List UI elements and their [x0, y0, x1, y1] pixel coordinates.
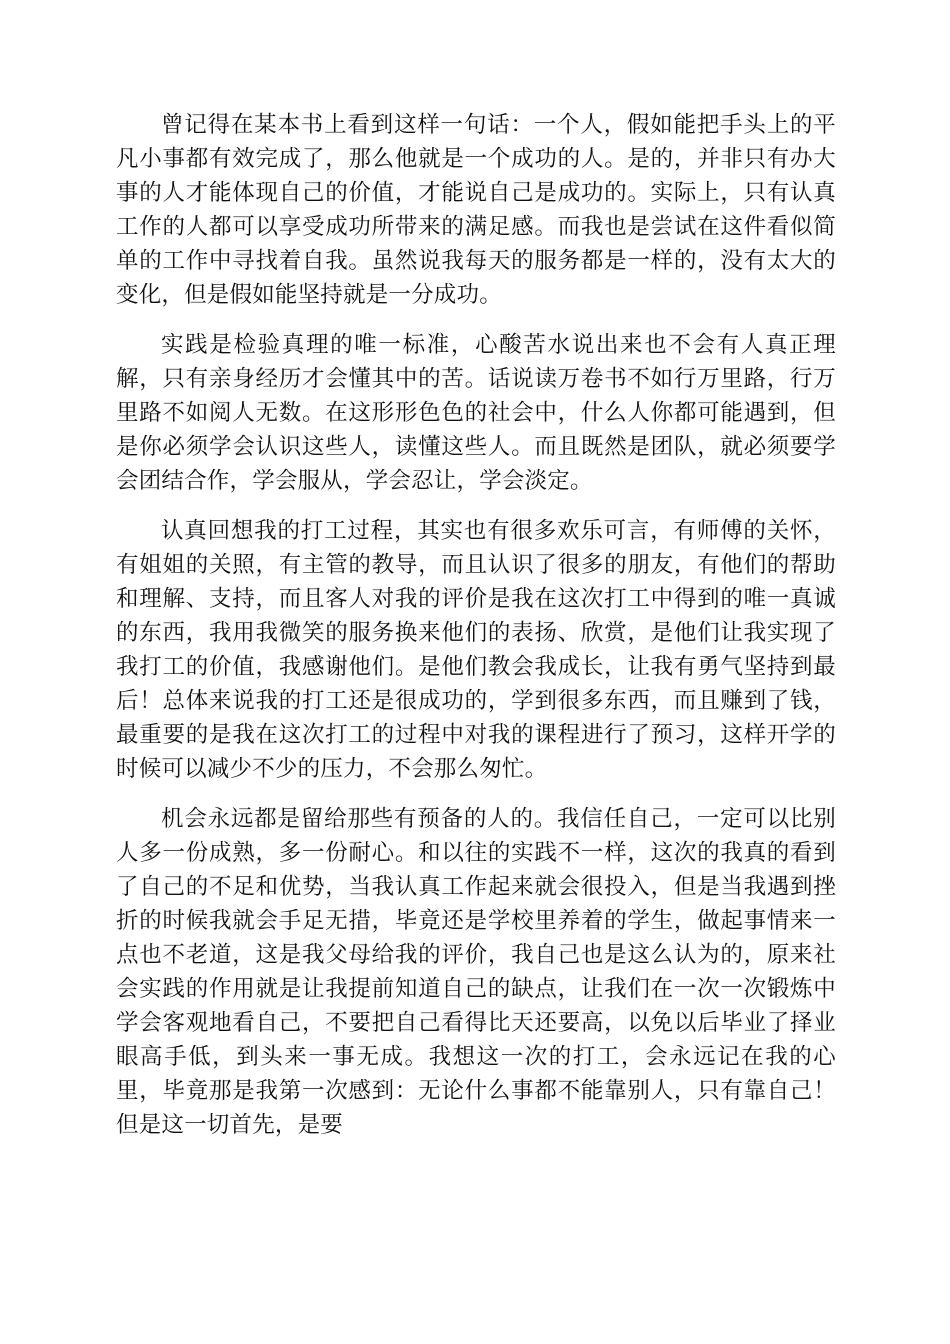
document-page: [116, 108, 836, 1142]
paragraph-3: 认真回想我的打工过程，其实也有很多欢乐可言，有师傅的关怀，有姐姐的关照，有主管的教导，而且认识了很多的朋友，有他们的帮助和理解、支持，而且客人对我的评价是我在这次打工中得到的唯一真诚的东西，我用我微笑的服务换来他们的表扬、欣赏，是他们让我实现了我打工的价值，我感谢他们。是他们教会我成长，让我有勇气坚持到最后！总体来说我的打工还是很成功的，学到很多东西，而且赚到了钱，最重要的是我在这次打工的过程中对我的课程进行了预习，这样开学的时候可以减少不少的压力，不会那么匆忙。: [116, 518, 836, 782]
paragraph-2: 实践是检验真理的唯一标准，心酸苦水说出来也不会有人真正理解，只有亲身经历才会懂其中的苦。话说读万卷书不如行万里路，行万里路不如阅人无数。在这形形色色的社会中，什么人你都可能遇到，但是你必须学会认识这些人，读懂这些人。而且既然是团队，就必须要学会团结合作，学会服从，学会忍让，学会淡定。: [116, 332, 836, 494]
paragraph-4: 机会永远都是留给那些有预备的人的。我信任自己，一定可以比别人多一份成熟，多一份耐心。和以往的实践不一样，这次的我真的看到了自己的不足和优势，当我认真工作起来就会很投入，但是当我遇到挫折的时候我就会手足无措，毕竟还是学校里养着的学生，做起事情来一点也不老道，这是我父母给我的评价，我自己也是这么认为的，原来社会实践的作用就是让我提前知道自己的缺点，让我们在一次一次锻炼中学会客观地看自己，不要把自己看得比天还要高，以免以后毕业了择业眼高手低，到头来一事无成。我想这一次的打工，会永远记在我的心里，毕竟那是我第一次感到：无论什么事都不能靠别人，只有靠自己！但是这一切首先，是要: [116, 806, 836, 1138]
paragraph-1: 曾记得在某本书上看到这样一句话：一个人，假如能把手头上的平凡小事都有效完成了，那么他就是一个成功的人。是的，并非只有办大事的人才能体现自己的价值，才能说自己是成功的。实际上，只有认真工作的人都可以享受成功所带来的满足感。而我也是尝试在这件看似简单的工作中寻找着自我。虽然说我每天的服务都是一样的，没有太大的变化，但是假如能坚持就是一分成功。: [116, 112, 836, 308]
